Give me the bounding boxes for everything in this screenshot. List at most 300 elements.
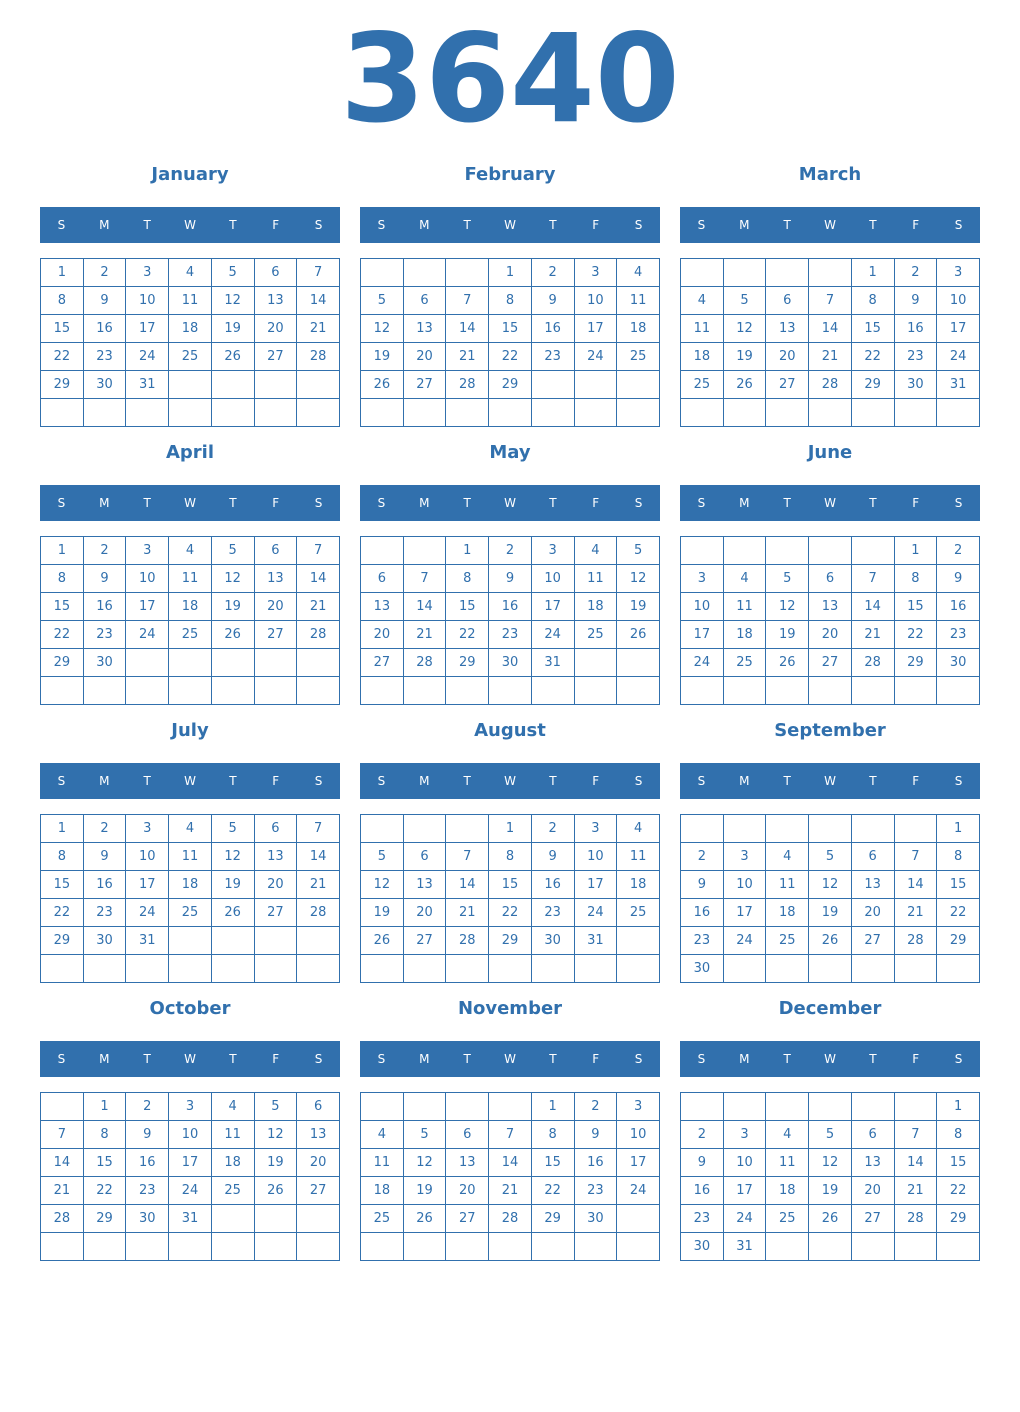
day-cell: 3 <box>723 843 766 871</box>
day-cell <box>446 955 489 983</box>
day-cell: 6 <box>809 565 852 593</box>
week-row <box>361 815 660 843</box>
weekday-label: W <box>184 1052 196 1066</box>
day-cell: 25 <box>766 927 809 955</box>
day-cell: 26 <box>361 371 404 399</box>
weekday-label: W <box>824 218 836 232</box>
weekday-label: S <box>57 496 66 510</box>
day-cell: 28 <box>446 371 489 399</box>
week-row <box>41 815 340 843</box>
day-cell: 23 <box>489 621 532 649</box>
month-name: January <box>151 164 229 185</box>
weekday-label: S <box>377 218 386 232</box>
day-cell: 26 <box>809 927 852 955</box>
day-cell: 13 <box>254 843 297 871</box>
day-cell: 30 <box>531 927 574 955</box>
weekday-label: T <box>783 218 791 232</box>
weekday-header <box>360 763 660 799</box>
day-cell: 13 <box>254 565 297 593</box>
day-cell <box>254 927 297 955</box>
day-cell <box>361 537 404 565</box>
month-name: July <box>171 720 209 741</box>
day-cell: 21 <box>403 621 446 649</box>
weekday-label: W <box>504 774 516 788</box>
week-row <box>41 677 340 705</box>
day-cell: 8 <box>489 843 532 871</box>
day-cell <box>126 955 169 983</box>
weekday-label: T <box>463 774 471 788</box>
day-cell <box>894 1093 937 1121</box>
day-cell: 9 <box>489 565 532 593</box>
day-cell: 10 <box>723 871 766 899</box>
day-cell <box>723 815 766 843</box>
week-row <box>41 343 340 371</box>
day-cell: 14 <box>446 315 489 343</box>
day-cell: 19 <box>254 1149 297 1177</box>
day-cell: 20 <box>766 343 809 371</box>
day-cell: 23 <box>574 1177 617 1205</box>
day-cell <box>126 399 169 427</box>
day-cell: 8 <box>937 1121 980 1149</box>
day-cell <box>894 399 937 427</box>
day-cell: 19 <box>361 343 404 371</box>
day-cell: 29 <box>41 649 84 677</box>
day-cell: 13 <box>254 287 297 315</box>
week-row <box>681 1149 980 1177</box>
weekday-label: W <box>824 1052 836 1066</box>
day-cell: 11 <box>766 871 809 899</box>
day-cell <box>809 955 852 983</box>
day-cell <box>297 649 340 677</box>
week-row <box>361 1233 660 1261</box>
day-cell: 8 <box>489 287 532 315</box>
day-cell: 9 <box>83 287 126 315</box>
day-cell <box>41 1093 84 1121</box>
day-cell: 26 <box>211 899 254 927</box>
month-name: June <box>807 442 853 463</box>
week-row <box>361 371 660 399</box>
month-name: March <box>798 164 862 185</box>
weekday-label: M <box>739 774 750 788</box>
day-cell: 18 <box>766 899 809 927</box>
day-cell: 18 <box>617 315 660 343</box>
day-cell: 15 <box>894 593 937 621</box>
week-row <box>361 1149 660 1177</box>
day-cell: 7 <box>851 565 894 593</box>
day-cell <box>126 677 169 705</box>
day-cell <box>723 537 766 565</box>
day-cell <box>809 537 852 565</box>
day-cell <box>617 399 660 427</box>
month-may <box>360 438 660 670</box>
day-cell: 17 <box>574 315 617 343</box>
day-cell: 21 <box>41 1177 84 1205</box>
weekday-label: M <box>419 496 430 510</box>
day-cell: 19 <box>361 899 404 927</box>
day-cell: 3 <box>531 537 574 565</box>
weekday-label: S <box>697 1052 706 1066</box>
day-cell: 6 <box>254 259 297 287</box>
month-name: October <box>149 998 231 1019</box>
day-cell <box>489 1093 532 1121</box>
weekday-label: S <box>697 774 706 788</box>
day-cell <box>254 371 297 399</box>
week-row <box>361 1177 660 1205</box>
day-cell: 26 <box>211 343 254 371</box>
day-cell: 9 <box>894 287 937 315</box>
day-cell <box>937 955 980 983</box>
day-cell: 21 <box>297 315 340 343</box>
day-cell: 18 <box>617 871 660 899</box>
weekday-label: M <box>739 496 750 510</box>
week-row <box>41 1177 340 1205</box>
day-cell <box>403 1093 446 1121</box>
day-cell: 26 <box>723 371 766 399</box>
week-row <box>681 399 980 427</box>
day-cell: 5 <box>403 1121 446 1149</box>
weekday-label: T <box>229 1052 237 1066</box>
day-cell <box>681 677 724 705</box>
day-cell <box>894 1233 937 1261</box>
day-cell: 12 <box>211 843 254 871</box>
day-cell <box>361 677 404 705</box>
day-cell: 27 <box>809 649 852 677</box>
weekday-label: S <box>57 1052 66 1066</box>
day-cell: 17 <box>126 871 169 899</box>
day-cell: 5 <box>723 287 766 315</box>
weekday-label: W <box>184 774 196 788</box>
day-cell: 5 <box>211 537 254 565</box>
day-cell: 5 <box>211 815 254 843</box>
weekday-header <box>40 485 340 521</box>
weekday-label: W <box>824 774 836 788</box>
day-cell <box>851 1233 894 1261</box>
day-cell: 22 <box>851 343 894 371</box>
day-cell: 22 <box>41 899 84 927</box>
week-row <box>681 371 980 399</box>
day-cell: 6 <box>766 287 809 315</box>
day-cell: 16 <box>574 1149 617 1177</box>
weekday-label: W <box>184 218 196 232</box>
day-cell: 26 <box>211 621 254 649</box>
week-row <box>681 899 980 927</box>
day-cell: 31 <box>126 371 169 399</box>
week-row <box>681 593 980 621</box>
day-cell: 16 <box>681 1177 724 1205</box>
day-cell <box>83 399 126 427</box>
week-row <box>681 1205 980 1233</box>
day-cell: 29 <box>489 927 532 955</box>
day-cell: 27 <box>361 649 404 677</box>
day-cell: 15 <box>937 1149 980 1177</box>
day-cell: 17 <box>126 593 169 621</box>
day-cell: 15 <box>41 593 84 621</box>
week-row <box>361 677 660 705</box>
day-cell <box>361 955 404 983</box>
day-cell: 4 <box>617 259 660 287</box>
day-cell <box>403 537 446 565</box>
day-cell: 13 <box>403 315 446 343</box>
day-cell: 22 <box>937 1177 980 1205</box>
day-cell: 4 <box>574 537 617 565</box>
day-cell <box>851 955 894 983</box>
month-july <box>40 716 340 948</box>
day-cell <box>169 677 212 705</box>
day-cell: 10 <box>937 287 980 315</box>
day-cell: 27 <box>254 621 297 649</box>
day-cell: 23 <box>894 343 937 371</box>
day-cell <box>851 677 894 705</box>
week-row <box>681 315 980 343</box>
day-cell <box>766 537 809 565</box>
day-cell: 5 <box>361 287 404 315</box>
day-cell: 23 <box>83 343 126 371</box>
day-cell: 30 <box>489 649 532 677</box>
day-cell <box>809 399 852 427</box>
weekday-header <box>360 485 660 521</box>
weekday-header <box>360 207 660 243</box>
day-cell: 28 <box>489 1205 532 1233</box>
day-cell: 20 <box>254 871 297 899</box>
week-row <box>681 955 980 983</box>
week-row <box>681 871 980 899</box>
day-cell <box>403 815 446 843</box>
day-cell: 28 <box>297 343 340 371</box>
month-september <box>680 716 980 976</box>
day-cell: 1 <box>489 259 532 287</box>
day-cell <box>723 677 766 705</box>
month-name: November <box>457 998 563 1019</box>
day-cell: 6 <box>254 815 297 843</box>
day-cell: 21 <box>446 343 489 371</box>
weekday-label: F <box>592 774 600 788</box>
day-cell <box>297 677 340 705</box>
day-cell <box>361 399 404 427</box>
day-cell <box>489 677 532 705</box>
day-cell <box>254 1233 297 1261</box>
day-cell <box>531 371 574 399</box>
day-cell: 10 <box>574 843 617 871</box>
day-cell: 3 <box>681 565 724 593</box>
month-name: May <box>489 442 531 463</box>
week-row <box>681 1121 980 1149</box>
day-cell: 8 <box>531 1121 574 1149</box>
weekday-header <box>680 485 980 521</box>
day-cell: 15 <box>446 593 489 621</box>
day-cell <box>723 1093 766 1121</box>
week-row <box>681 649 980 677</box>
day-cell: 25 <box>169 343 212 371</box>
weekday-label: F <box>272 774 280 788</box>
day-cell <box>254 955 297 983</box>
day-cell: 3 <box>169 1093 212 1121</box>
day-cell: 18 <box>169 593 212 621</box>
day-cell: 1 <box>41 815 84 843</box>
day-cell: 6 <box>446 1121 489 1149</box>
week-row <box>41 371 340 399</box>
day-cell <box>766 399 809 427</box>
day-cell: 14 <box>446 871 489 899</box>
day-cell: 9 <box>681 1149 724 1177</box>
day-cell: 31 <box>937 371 980 399</box>
day-cell: 6 <box>403 287 446 315</box>
day-cell: 19 <box>211 593 254 621</box>
day-cell: 30 <box>681 1233 724 1261</box>
day-cell: 22 <box>894 621 937 649</box>
day-cell: 7 <box>894 843 937 871</box>
day-cell <box>297 955 340 983</box>
day-cell: 23 <box>531 343 574 371</box>
day-cell: 23 <box>531 899 574 927</box>
week-row <box>41 565 340 593</box>
day-cell: 7 <box>297 259 340 287</box>
day-cell <box>169 649 212 677</box>
week-row <box>361 259 660 287</box>
day-cell: 6 <box>297 1093 340 1121</box>
day-cell: 18 <box>361 1177 404 1205</box>
day-cell <box>809 677 852 705</box>
day-cell <box>211 649 254 677</box>
day-cell: 10 <box>126 565 169 593</box>
weekday-label: T <box>463 218 471 232</box>
day-cell: 6 <box>361 565 404 593</box>
day-cell: 12 <box>254 1121 297 1149</box>
day-cell: 27 <box>403 371 446 399</box>
day-cell: 9 <box>83 843 126 871</box>
day-cell <box>83 677 126 705</box>
day-cell: 7 <box>41 1121 84 1149</box>
day-cell: 2 <box>937 537 980 565</box>
day-cell: 31 <box>723 1233 766 1261</box>
weekday-label: S <box>634 774 643 788</box>
day-cell: 24 <box>617 1177 660 1205</box>
day-cell: 16 <box>531 871 574 899</box>
day-cell: 9 <box>126 1121 169 1149</box>
day-cell: 17 <box>723 899 766 927</box>
week-row <box>41 593 340 621</box>
day-cell: 14 <box>809 315 852 343</box>
day-cell: 23 <box>83 899 126 927</box>
day-cell: 5 <box>809 1121 852 1149</box>
day-cell: 2 <box>894 259 937 287</box>
day-cell <box>211 399 254 427</box>
weekday-label: S <box>57 218 66 232</box>
weekday-label: W <box>504 496 516 510</box>
week-row <box>361 649 660 677</box>
day-cell: 2 <box>531 259 574 287</box>
day-cell: 29 <box>937 927 980 955</box>
day-cell: 17 <box>681 621 724 649</box>
day-cell: 26 <box>403 1205 446 1233</box>
day-cell: 13 <box>766 315 809 343</box>
day-cell: 16 <box>681 899 724 927</box>
day-cell: 21 <box>297 871 340 899</box>
day-cell: 1 <box>937 1093 980 1121</box>
day-cell <box>809 1233 852 1261</box>
weekday-label: S <box>954 1052 963 1066</box>
day-cell <box>531 677 574 705</box>
day-cell: 14 <box>851 593 894 621</box>
weekday-label: F <box>912 218 920 232</box>
day-cell <box>489 399 532 427</box>
day-cell: 11 <box>169 843 212 871</box>
day-cell: 19 <box>211 871 254 899</box>
day-cell <box>617 1205 660 1233</box>
day-grid <box>680 258 980 427</box>
weekday-label: S <box>634 1052 643 1066</box>
day-cell: 11 <box>361 1149 404 1177</box>
weekday-label: M <box>419 218 430 232</box>
day-cell: 20 <box>297 1149 340 1177</box>
month-november <box>360 994 660 1226</box>
day-cell <box>446 677 489 705</box>
day-cell: 24 <box>574 899 617 927</box>
week-row <box>41 649 340 677</box>
day-cell: 31 <box>126 927 169 955</box>
day-cell: 28 <box>894 927 937 955</box>
day-cell <box>617 1233 660 1261</box>
weekday-header <box>40 207 340 243</box>
day-cell <box>574 399 617 427</box>
day-cell: 4 <box>211 1093 254 1121</box>
day-cell: 11 <box>169 287 212 315</box>
weekday-label: M <box>99 218 110 232</box>
weekday-label: T <box>549 218 557 232</box>
weekday-label: T <box>783 1052 791 1066</box>
weekday-label: S <box>377 774 386 788</box>
day-cell: 16 <box>83 871 126 899</box>
day-cell: 12 <box>809 1149 852 1177</box>
day-cell: 30 <box>83 927 126 955</box>
week-row <box>41 1205 340 1233</box>
day-cell: 25 <box>211 1177 254 1205</box>
day-cell: 30 <box>681 955 724 983</box>
day-cell: 18 <box>681 343 724 371</box>
day-cell <box>937 677 980 705</box>
weekday-label: S <box>314 1052 323 1066</box>
weekday-label: F <box>592 218 600 232</box>
day-cell: 5 <box>766 565 809 593</box>
day-cell: 21 <box>809 343 852 371</box>
weekday-header <box>680 763 980 799</box>
weekday-label: W <box>184 496 196 510</box>
day-grid <box>680 814 980 983</box>
day-cell: 22 <box>489 343 532 371</box>
day-cell: 2 <box>681 1121 724 1149</box>
day-cell: 1 <box>83 1093 126 1121</box>
day-cell <box>617 955 660 983</box>
day-cell: 30 <box>83 371 126 399</box>
day-cell: 25 <box>574 621 617 649</box>
day-cell: 12 <box>766 593 809 621</box>
weekday-label: S <box>697 496 706 510</box>
day-cell: 15 <box>937 871 980 899</box>
day-cell: 28 <box>894 1205 937 1233</box>
day-cell: 14 <box>894 871 937 899</box>
weekday-label: S <box>634 496 643 510</box>
day-cell <box>723 399 766 427</box>
weekday-label: F <box>272 496 280 510</box>
week-row <box>361 843 660 871</box>
day-cell <box>211 677 254 705</box>
week-row <box>361 399 660 427</box>
month-april <box>40 438 340 670</box>
day-cell: 14 <box>489 1149 532 1177</box>
day-cell: 10 <box>126 843 169 871</box>
day-cell <box>169 371 212 399</box>
day-cell: 3 <box>126 537 169 565</box>
day-cell <box>254 649 297 677</box>
